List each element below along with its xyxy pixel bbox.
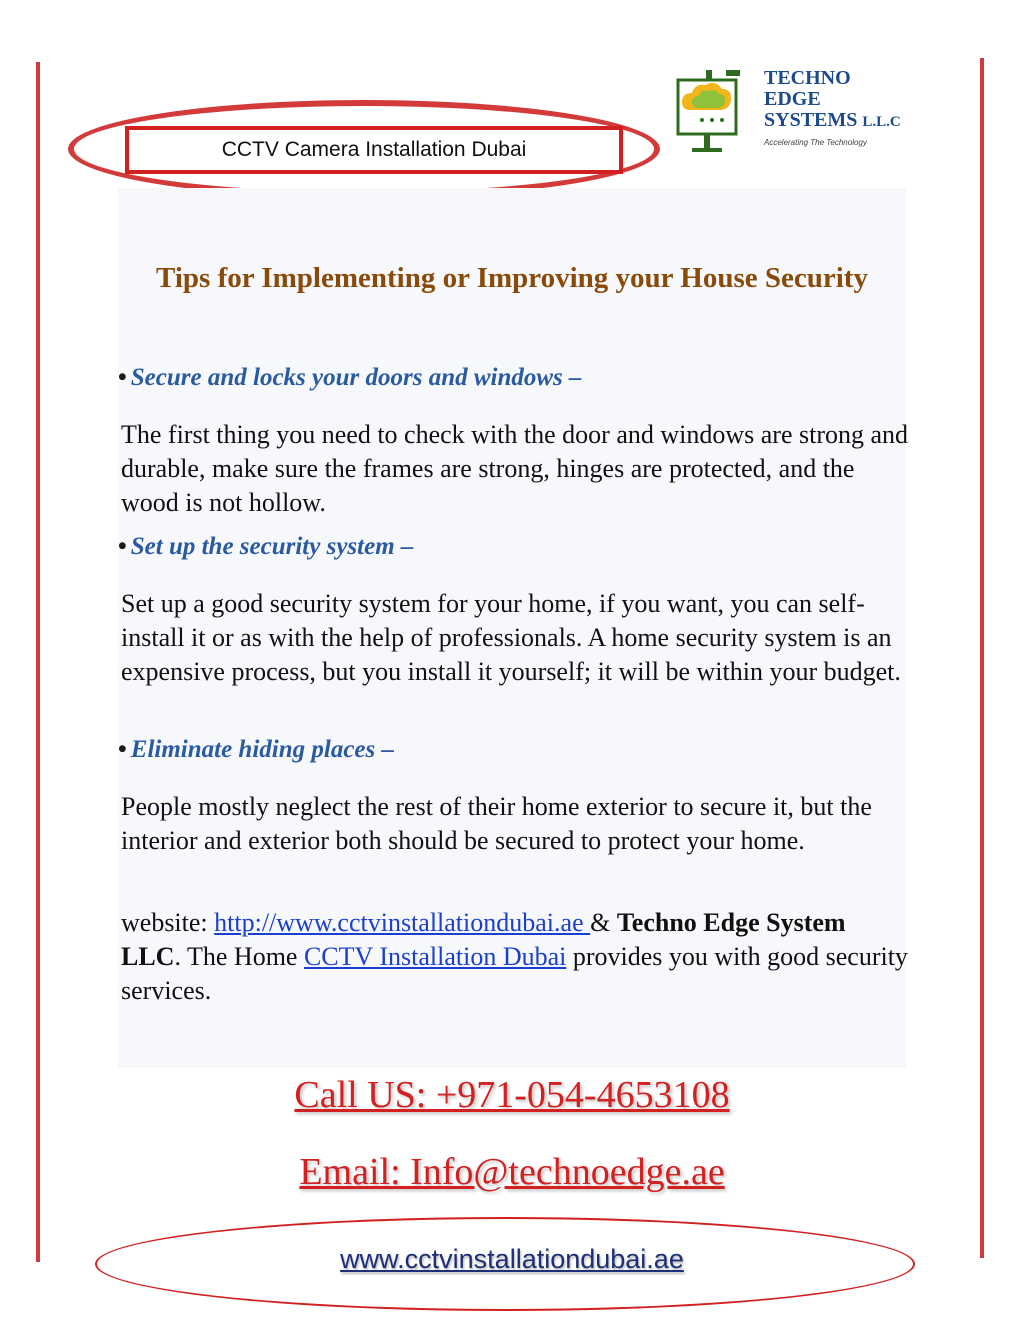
company-logo bbox=[676, 68, 906, 160]
call-us-phone[interactable]: Call US: +971-054-4653108 bbox=[294, 1074, 730, 1116]
logo-systems: SYSTEMS bbox=[764, 109, 858, 131]
logo-line-edge: EDGE bbox=[764, 88, 821, 110]
website-prefix: website: bbox=[121, 908, 215, 937]
company-name: Techno Edge System LLC bbox=[121, 908, 846, 971]
section-body: The first thing you need to check with the door and windows are strong and durable, make sure the frames are strong, hinges are protected, and the wood is not hollow. bbox=[121, 420, 909, 517]
section-body: Set up a good security system for your home, if you want, you can self-install it or as with the help of professionals. A home security system is an expensive process, but you install it yourself; it will be within your budget. bbox=[121, 589, 901, 686]
logo-llc: L.L.C bbox=[862, 114, 901, 130]
logo-line-systems bbox=[764, 110, 901, 133]
article-title: Tips for Implementing or Improving your House Security bbox=[156, 262, 868, 294]
logo-tagline: Accelerating The Technology bbox=[764, 138, 867, 147]
closing-paragraph bbox=[121, 906, 911, 1008]
section-body: People mostly neglect the rest of their home exterior to secure it, but the interior and exterior both should be secured to protect your home. bbox=[121, 792, 872, 855]
logo-wordmark bbox=[764, 68, 901, 133]
email-contact[interactable]: Email: Info@technoedge.ae bbox=[299, 1151, 725, 1193]
ampersand: & bbox=[590, 908, 617, 937]
monitor-cloud-icon bbox=[676, 68, 762, 160]
bullet-dot-icon: • bbox=[118, 364, 127, 391]
header-label: CCTV Camera Installation Dubai bbox=[125, 126, 623, 174]
section-heading-text: Set up the security system – bbox=[130, 533, 414, 560]
closing-suffix: provides you with good security services. bbox=[121, 942, 908, 1005]
section-heading bbox=[118, 533, 413, 561]
bullet-dot-icon: • bbox=[118, 736, 127, 763]
section-heading bbox=[118, 364, 582, 392]
closing-mid-text: . The Home bbox=[174, 942, 304, 971]
section-heading-text: Eliminate hiding places – bbox=[130, 736, 394, 763]
footer-website-link[interactable]: www.cctvinstallationdubai.ae bbox=[340, 1244, 684, 1274]
section-heading-text: Secure and locks your doors and windows – bbox=[130, 364, 582, 391]
cctv-installation-link[interactable]: CCTV Installation Dubai bbox=[303, 942, 567, 971]
logo-line-techno: TECHNO bbox=[764, 67, 851, 89]
section-heading bbox=[118, 736, 394, 764]
bullet-dot-icon: • bbox=[118, 533, 127, 560]
website-link[interactable]: http://www.cctvinstallationdubai.ae bbox=[214, 908, 591, 937]
